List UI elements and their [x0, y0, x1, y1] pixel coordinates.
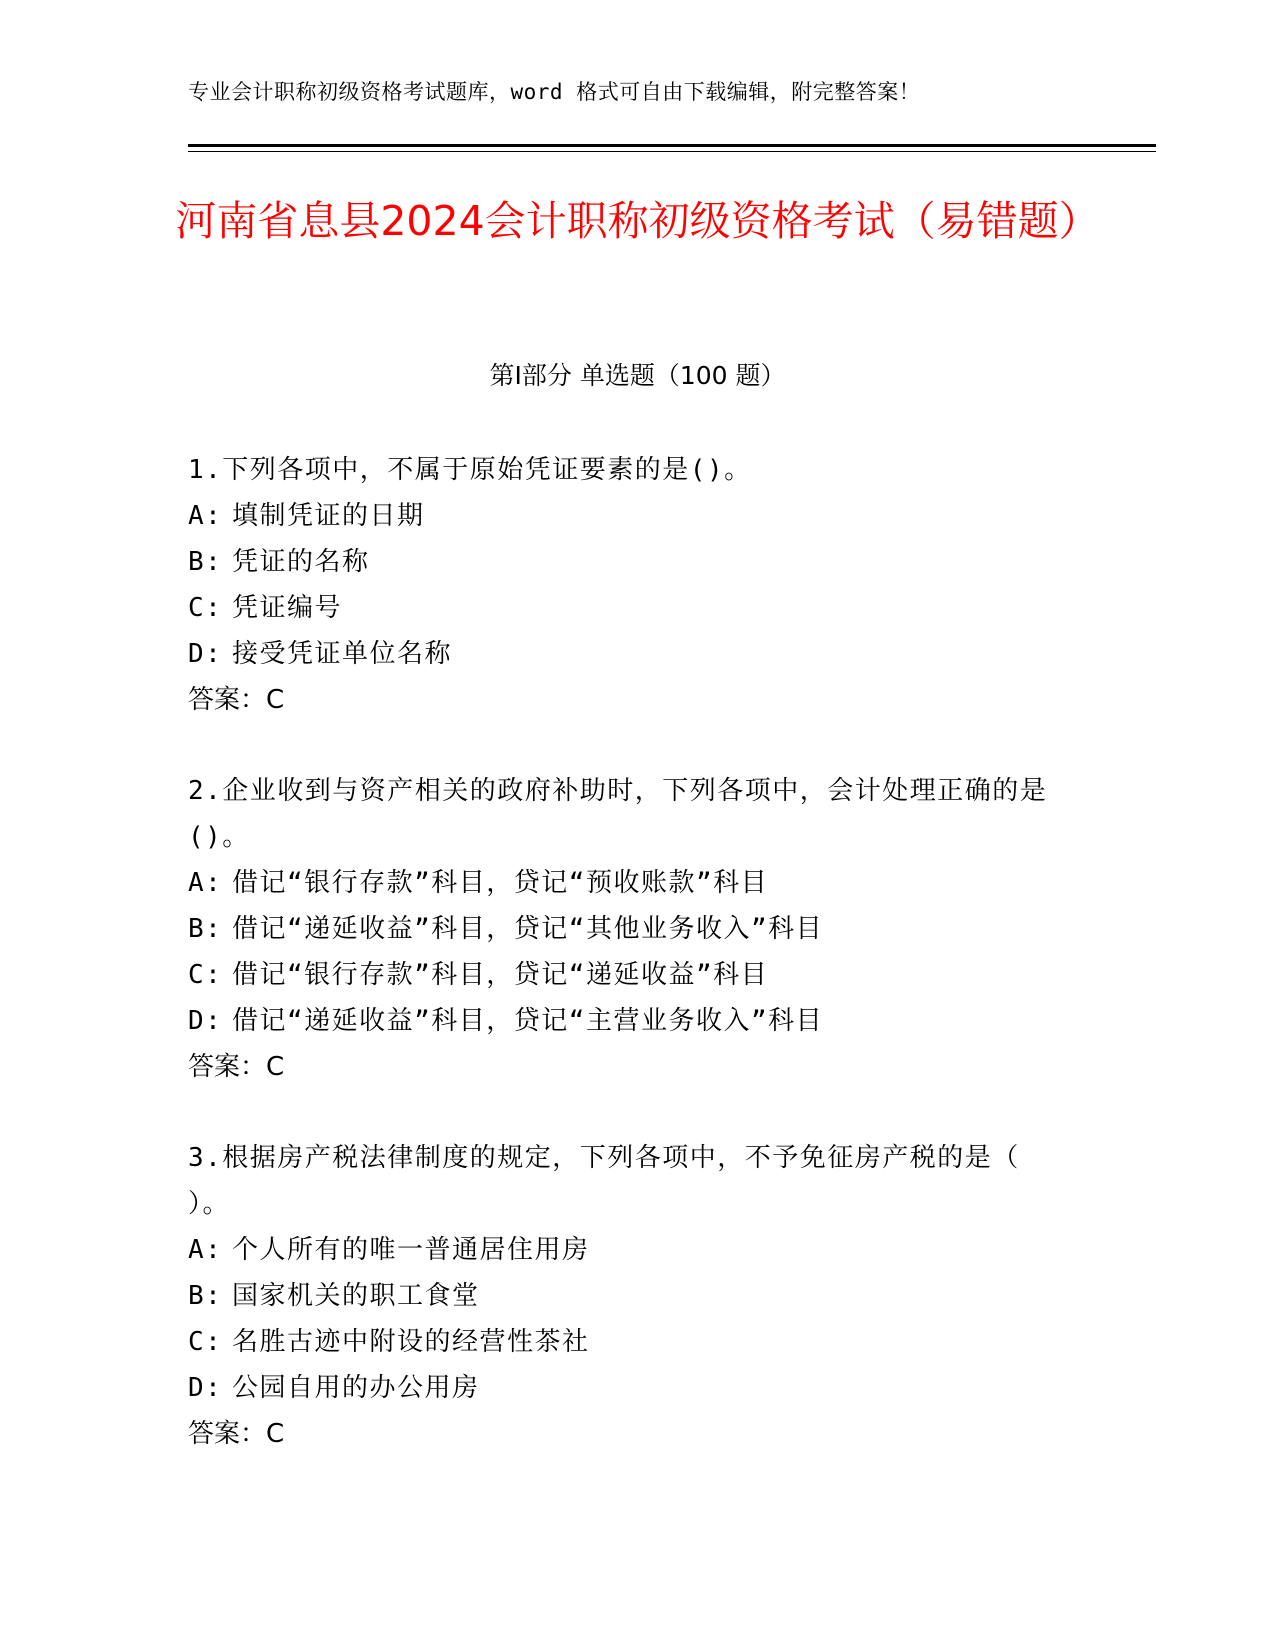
question-3 [188, 1135, 1068, 1457]
option-text: 接受凭证单位名称 [232, 639, 453, 669]
option-text: 个人所有的唯一普通居住用房 [232, 1235, 590, 1265]
header-divider-thin [188, 151, 1156, 152]
question-text: 3.根据房产税法律制度的规定，下列各项中，不予免征房产税的是（ ）。 [188, 1143, 1020, 1219]
option-text: 公园自用的办公用房 [232, 1373, 480, 1403]
option-b [188, 906, 1068, 952]
answer-label: 答案：C [188, 1419, 285, 1449]
question-text: 1.下列各项中，不属于原始凭证要素的是()。 [188, 455, 752, 485]
option-letter: D: [188, 1006, 223, 1036]
header-divider-thick [188, 144, 1156, 147]
option-letter: B: [188, 1281, 223, 1311]
option-d [188, 1365, 1068, 1411]
option-text: 名胜古迹中附设的经营性茶社 [232, 1327, 590, 1357]
question-list [188, 447, 1068, 1502]
question-2 [188, 768, 1068, 1090]
document-title: 河南省息县2024会计职称初级资格考试（易错题） [175, 197, 1100, 245]
answer-label: 答案：C [188, 1052, 285, 1082]
answer-label: 答案：C [188, 685, 285, 715]
option-letter: A: [188, 501, 223, 531]
option-b [188, 1273, 1068, 1319]
option-letter: C: [188, 1327, 223, 1357]
option-letter: A: [188, 868, 223, 898]
question-1 [188, 447, 1068, 723]
option-text: 借记“银行存款”科目，贷记“预收账款”科目 [232, 868, 769, 898]
option-c [188, 1319, 1068, 1365]
option-letter: D: [188, 639, 223, 669]
option-a [188, 1227, 1068, 1273]
option-d [188, 631, 1068, 677]
option-letter: B: [188, 914, 223, 944]
option-d [188, 998, 1068, 1044]
option-text: 借记“递延收益”科目，贷记“其他业务收入”科目 [232, 914, 824, 944]
option-text: 借记“递延收益”科目，贷记“主营业务收入”科目 [232, 1006, 824, 1036]
option-b [188, 539, 1068, 585]
option-letter: C: [188, 960, 223, 990]
option-a [188, 493, 1068, 539]
header-note: 专业会计职称初级资格考试题库，word 格式可自由下载编辑，附完整答案！ [188, 80, 921, 104]
option-text: 国家机关的职工食堂 [232, 1281, 480, 1311]
option-c [188, 952, 1068, 998]
option-letter: C: [188, 593, 223, 623]
option-letter: A: [188, 1235, 223, 1265]
option-text: 凭证编号 [232, 593, 343, 623]
option-text: 凭证的名称 [232, 547, 370, 577]
section-title: 第Ⅰ部分 单选题（100 题） [489, 361, 786, 390]
option-text: 借记“银行存款”科目，贷记“递延收益”科目 [232, 960, 769, 990]
option-letter: D: [188, 1373, 223, 1403]
question-text: 2.企业收到与资产相关的政府补助时，下列各项中，会计处理正确的是()。 [188, 776, 1048, 852]
option-text: 填制凭证的日期 [232, 501, 425, 531]
option-a [188, 860, 1068, 906]
option-c [188, 585, 1068, 631]
option-letter: B: [188, 547, 223, 577]
